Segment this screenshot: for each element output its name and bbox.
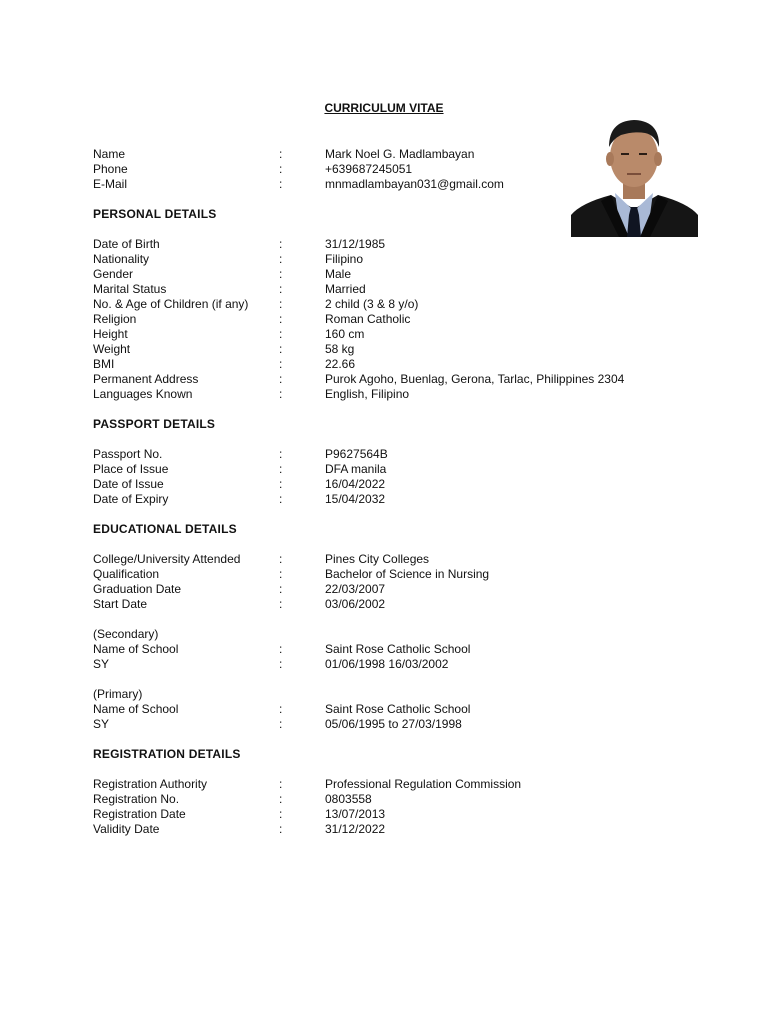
field-value: 16/04/2022 [325,477,386,491]
field-value: 2 child (3 & 8 y/o) [325,297,419,311]
info-row [93,342,693,357]
separator: : [279,282,283,296]
separator: : [279,162,283,176]
info-row [93,327,693,342]
field-value: Saint Rose Catholic School [325,702,471,716]
info-row [93,702,693,717]
spacer [93,612,693,627]
separator: : [279,567,283,581]
registration-details [93,777,693,837]
separator: : [279,552,283,566]
info-row [93,777,693,792]
separator: : [279,492,283,506]
info-row [93,657,693,672]
separator: : [279,702,283,716]
separator: : [279,477,283,491]
separator: : [279,177,283,191]
field-label: Permanent Address [93,372,199,386]
info-row [93,792,693,807]
field-value: Purok Agoho, Buenlag, Gerona, Tarlac, Philippines 2304 [325,372,625,386]
field-label: Date of Expiry [93,492,169,506]
field-value: P9627564B [325,447,388,461]
separator: : [279,387,283,401]
field-label: Qualification [93,567,160,581]
cv-body [93,147,693,837]
info-row [93,462,693,477]
field-value: Pines City Colleges [325,552,430,566]
separator: : [279,312,283,326]
info-row [93,552,693,567]
field-label: Weight [93,342,131,356]
info-row [93,387,693,402]
field-value: Professional Regulation Commission [325,777,522,791]
field-label: Languages Known [93,387,193,401]
separator: : [279,462,283,476]
separator: : [279,807,283,821]
field-value: 22.66 [325,357,356,371]
info-row [93,252,693,267]
separator: : [279,147,283,161]
field-label: Marital Status [93,282,167,296]
field-label: Registration Authority [93,777,208,791]
info-row [93,267,693,282]
field-label: Passport No. [93,447,163,461]
field-value: Filipino [325,252,364,266]
info-row [93,282,693,297]
section-heading-passport: PASSPORT DETAILS [93,417,216,431]
field-label: Phone [93,162,128,176]
field-value: 31/12/2022 [325,822,386,836]
info-row [93,312,693,327]
info-row [93,567,693,582]
section-heading-registration: REGISTRATION DETAILS [93,747,241,761]
field-label: Date of Birth [93,237,160,251]
info-row [93,477,693,492]
field-label: College/University Attended [93,552,241,566]
field-value: 05/06/1995 to 27/03/1998 [325,717,462,731]
separator: : [279,357,283,371]
field-value: 22/03/2007 [325,582,386,596]
field-label: Registration No. [93,792,180,806]
field-label: Height [93,327,128,341]
field-value: 0803558 [325,792,372,806]
field-value: Roman Catholic [325,312,411,326]
field-value: 01/06/1998 16/03/2002 [325,657,449,671]
info-row [93,147,693,162]
field-label: Name [93,147,126,161]
field-value: Bachelor of Science in Nursing [325,567,490,581]
field-label: No. & Age of Children (if any) [93,297,249,311]
field-value: 15/04/2032 [325,492,386,506]
field-label: SY [93,657,110,671]
info-row [93,237,693,252]
info-row [93,492,693,507]
info-row [93,162,693,177]
separator: : [279,327,283,341]
field-value: 31/12/1985 [325,237,386,251]
separator: : [279,792,283,806]
field-value: Mark Noel G. Madlambayan [325,147,475,161]
info-row [93,357,693,372]
info-row [93,717,693,732]
separator: : [279,657,283,671]
info-row [93,177,693,192]
field-label: Start Date [93,597,148,611]
separator: : [279,372,283,386]
info-row [93,297,693,312]
separator: : [279,582,283,596]
field-label: Nationality [93,252,150,266]
separator: : [279,642,283,656]
info-row [93,597,693,612]
spacer [93,672,693,687]
info-row [93,822,693,837]
passport-details [93,447,693,507]
separator: : [279,252,283,266]
email-value: mnmadlambayan031@gmail.com [325,177,504,191]
field-value: Married [325,282,366,296]
field-value: Saint Rose Catholic School [325,642,471,656]
subsection-label-secondary: (Secondary) [93,627,159,641]
field-value: Male [325,267,352,281]
field-label: Name of School [93,702,179,716]
separator: : [279,342,283,356]
field-label: Place of Issue [93,462,169,476]
field-label: SY [93,717,110,731]
field-label: BMI [93,357,115,371]
personal-details [93,237,693,402]
section-heading-personal: PERSONAL DETAILS [93,207,217,221]
contact-block [93,147,693,192]
field-label: Date of Issue [93,477,164,491]
info-row [93,642,693,657]
document-title: CURRICULUM VITAE [324,101,444,115]
field-label: E-Mail [93,177,128,191]
field-value: 13/07/2013 [325,807,386,821]
separator: : [279,447,283,461]
separator: : [279,267,283,281]
separator: : [279,822,283,836]
separator: : [279,297,283,311]
field-value: 03/06/2002 [325,597,386,611]
field-label: Graduation Date [93,582,182,596]
educational-details [93,552,693,732]
separator: : [279,717,283,731]
subsection-label-primary: (Primary) [93,687,143,701]
field-value: English, Filipino [325,387,410,401]
field-value: +639687245051 [325,162,413,176]
field-label: Validity Date [93,822,160,836]
section-heading-education: EDUCATIONAL DETAILS [93,522,237,536]
field-value: 58 kg [325,342,355,356]
info-row [93,582,693,597]
separator: : [279,237,283,251]
field-label: Name of School [93,642,179,656]
field-label: Registration Date [93,807,186,821]
separator: : [279,777,283,791]
separator: : [279,597,283,611]
field-value: DFA manila [325,462,387,476]
field-label: Religion [93,312,137,326]
info-row [93,447,693,462]
info-row [93,807,693,822]
field-label: Gender [93,267,134,281]
info-row [93,372,693,387]
field-value: 160 cm [325,327,365,341]
